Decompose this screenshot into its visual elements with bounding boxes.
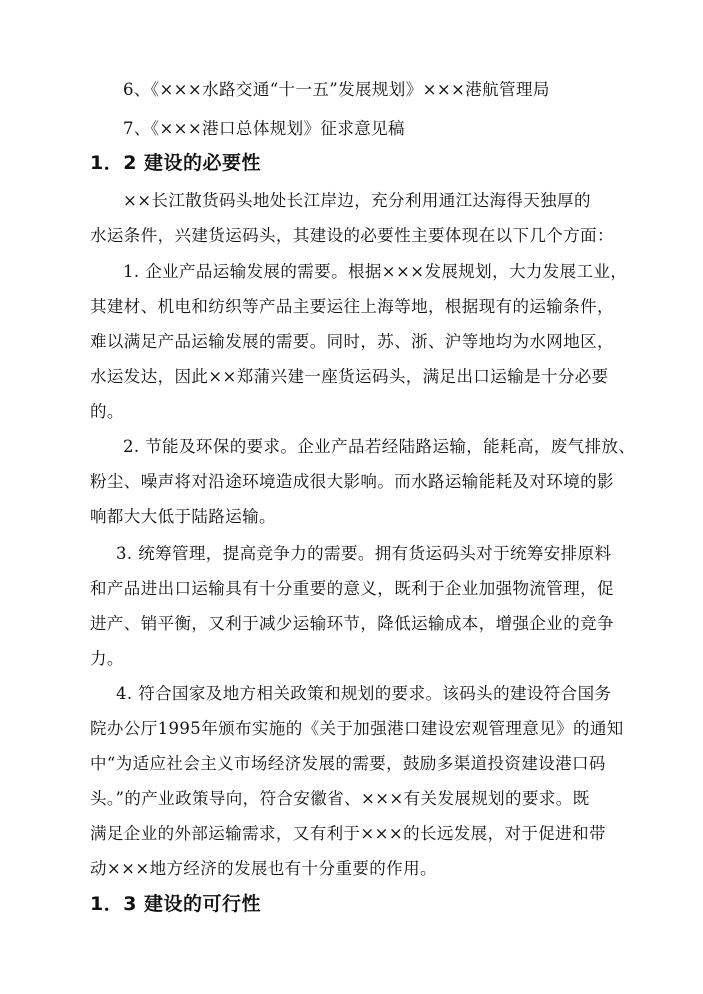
text-line: 力。 — [90, 649, 124, 668]
reference-item-7: 7、《×××港口总体规划》征求意见稿 — [123, 119, 405, 138]
text-line: 的。 — [90, 402, 124, 421]
section-heading-necessity: 1．2 建设的必要性 — [90, 152, 262, 174]
text-line: ××长江散货码头地处长江岸边，充分利用通江达海得天独厚的 — [123, 191, 591, 210]
text-line: 4. 符合国家及地方相关政策和规划的要求。该码头的建设符合国务 — [116, 684, 612, 703]
text-line: 响都大大低于陆路运输。 — [90, 507, 276, 526]
reference-item-6: 6、《×××水路交通“十一五”发展规划》×××港航管理局 — [123, 80, 550, 99]
text-line: 其建材、机电和纺织等产品主要运往上海等地，根据现有的运输条件， — [90, 297, 614, 316]
text-line: 1. 企业产品运输发展的需要。根据×××发展规划，大力发展工业， — [123, 262, 628, 281]
text-line: 难以满足产品运输发展的需要。同时，苏、浙、沪等地均为水网地区， — [90, 332, 614, 351]
text-line: 动×××地方经济的发展也有十分重要的作用。 — [90, 859, 437, 878]
text-line: 3. 统筹管理，提高竞争力的需要。拥有货运码头对于统筹安排原料 — [116, 544, 612, 563]
text-line: 和产品进出口运输具有十分重要的意义，既利于企业加强物流管理，促 — [90, 579, 614, 598]
text-line: 中“为适应社会主义市场经济发展的需要，鼓励多渠道投资建设港口码 — [90, 754, 606, 773]
text-line: 水运发达，因此××郑蒲兴建一座货运码头，满足出口运输是十分必要 — [90, 367, 609, 386]
text-line: 进产、销平衡，又利于减少运输环节，降低运输成本，增强企业的竞争 — [90, 614, 614, 633]
text-line: 水运条件，兴建货运码头，其建设的必要性主要体现在以下几个方面： — [90, 226, 614, 245]
section-heading-feasibility: 1．3 建设的可行性 — [90, 893, 262, 915]
text-line: 满足企业的外部运输需求，又有利于×××的长远发展，对于促进和带 — [90, 824, 606, 843]
text-line: 2. 节能及环保的要求。企业产品若经陆路运输，能耗高，废气排放、 — [123, 437, 636, 456]
text-line: 粉尘、噪声将对沿途环境造成很大影响。而水路运输能耗及对环境的影 — [90, 472, 614, 491]
text-line: 头。”的产业政策导向，符合安徽省、×××有关发展规划的要求。既 — [90, 789, 590, 808]
text-line: 院办公厅1995年颁布实施的《关于加强港口建设宏观管理意见》的通知 — [90, 719, 624, 738]
